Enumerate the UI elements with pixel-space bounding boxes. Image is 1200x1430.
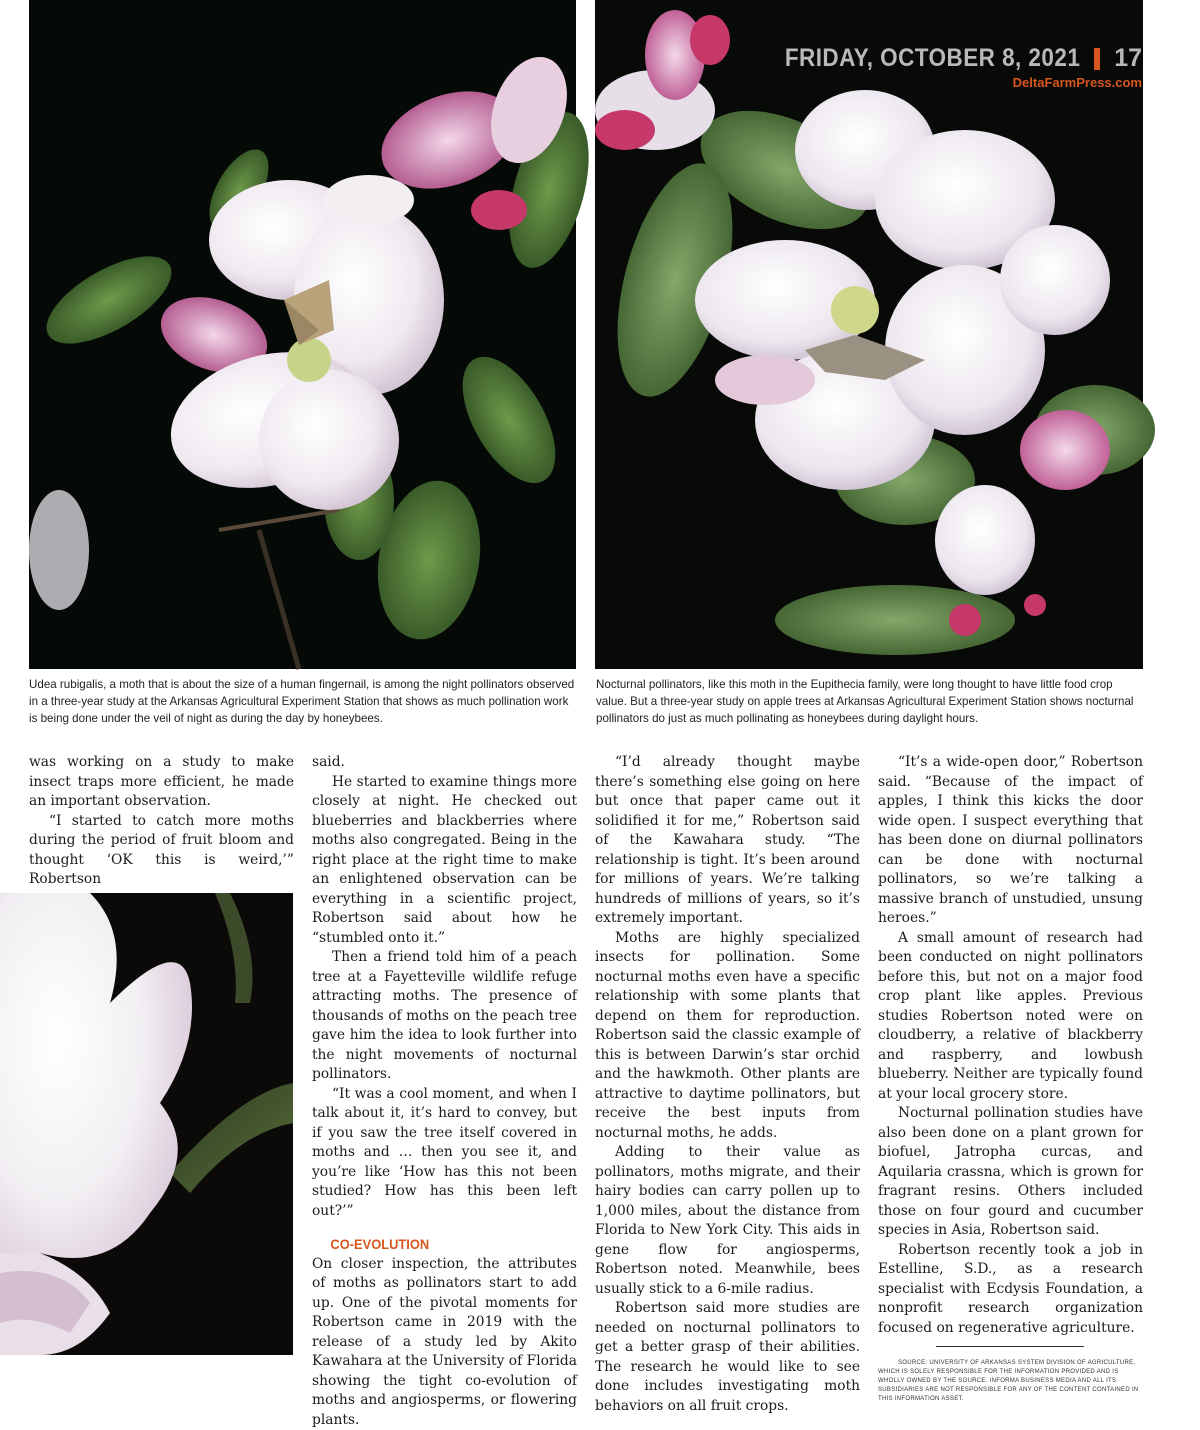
paragraph: Adding to their value as pollinators, moths migrate, and their hairy bodies can carry pollen up to 1,000 miles, about the distance from Florida to New York City. This aids in gene flow for angiosperms, Robertson noted. Meanwhile, bees usually stick to a 6-mile radius. — [595, 1143, 860, 1299]
paragraph: He started to examine things more closely at night. He checked out blueberries and blackberries where moths also congregated. Being in the right place at the right time to make an enlightened observation can be everything in a scientific project, Robertson said about how he “stumbled onto it.” — [312, 773, 577, 949]
paragraph: Robertson said more studies are needed on nocturnal pollinators to get a better grasp of their abilities. The research he would like to see done includes investigating moth behaviors on all fruit crops. — [595, 1299, 860, 1416]
source-divider — [936, 1346, 1084, 1347]
section-subhead: CO-EVOLUTION — [312, 1235, 556, 1255]
photo-moth-on-apple-blossom — [29, 0, 576, 669]
paragraph: Then a friend told him of a peach tree at a Fayetteville wildlife refuge attracting moths. The presence of thousands of moths on the peach tree gave him the idea to look further into the night movements of nocturnal pollinators. — [312, 948, 577, 1085]
paragraph: “I started to catch more moths during the period of fruit bloom and thought ‘OK this is weird,’” Robertson — [29, 812, 294, 890]
photo-caption-right: Nocturnal pollinators, like this moth in the Eupithecia family, were long thought to have little food crop value. But a three-year study on apple trees at Arkansas Agricultural Experiment Station shows nocturnal pollinators do just as much pollinating as honeybees during daylight hours. — [596, 677, 1144, 728]
source-note: SOURCE: UNIVERSITY OF ARKANSAS SYSTEM DIVISION OF AGRICULTURE, WHICH IS SOLELY RESPONSIBLE FOR THE INFORMATION PROVIDED AND IS WHOLLY OWNED BY THE SOURCE. INFORMA BUSINESS MEDIA AND ALL ITS SUBSIDIARIES ARE NOT RESPONSIBLE FOR ANY OF THE CONTENT CONTAINED IN THIS INFORMATION ASSET. — [878, 1359, 1143, 1404]
paragraph: said. — [312, 753, 577, 773]
paragraph: was working on a study to make insect traps more efficient, he made an important observation. — [29, 753, 294, 812]
paragraph: On closer inspection, the attributes of moths as pollinators start to add up. One of the pivotal moments for Robertson came in 2019 with the release of a study led by Akito Kawahara at the University of Florida showing the tight co-evolution of moths and angiosperms, or flowering plants. — [312, 1255, 577, 1430]
site-link[interactable]: DeltaFarmPress.com — [752, 75, 1142, 90]
paragraph: A small amount of research had been conducted on night pollinators before this, but not on a major food crop plant like apples. Previous studies Robertson noted were on cloudberry, a relative of blackberry and raspberry, and lowbush blueberry. Neither are typically found at your local grocery store. — [878, 929, 1143, 1105]
paragraph: Robertson recently took a job in Estelline, S.D., as a research specialist with Ecdysis Foundation, a nonprofit research organization focused on regenerative agriculture. — [878, 1241, 1143, 1339]
issue-date: FRIDAY, OCTOBER 8, 2021 — [785, 44, 1080, 73]
photo-apple-blossom-closeup — [0, 893, 293, 1355]
header-divider — [1094, 48, 1100, 70]
paragraph: “It was a cool moment, and when I talk about it, it’s hard to convey, but if you saw the tree itself covered in moths and … then you see it, and you’re like ‘How has this not been studied? How has this been left out?’” — [312, 1085, 577, 1222]
article-column-3 — [595, 753, 860, 1416]
paragraph: Moths are highly specialized insects for pollination. Some nocturnal moths even have a specific relationship with some plants that depend on them for reproduction. Robertson said the classic example of this is between Darwin’s star orchid and the hawkmoth. Other plants are attractive to daytime pollinators, but receive the best inputs from nocturnal moths, he adds. — [595, 929, 860, 1144]
photo-moth-eupithecia-on-blossoms — [595, 0, 1143, 669]
paragraph: Nocturnal pollination studies have also been done on a plant grown for biofuel, Jatropha curcas, and Aquilaria crassna, which is grown for fragrant resins. Others included those on four gourd and cucumber species in Asia, Robertson said. — [878, 1104, 1143, 1241]
paragraph: “It’s a wide-open door,” Robertson said. “Because of the impact of apples, I think this kicks the door wide open. I suspect everything that has been done on diurnal pollinators can be done with nocturnal pollinators, so we’re talking a massive branch of unstudied, unsung heroes.” — [878, 753, 1143, 929]
article-column-1 — [29, 753, 294, 890]
page-number: 17 — [1114, 44, 1142, 73]
paragraph: “I’d already thought maybe there’s something else going on here but once that paper came out it solidified it for me,” Robertson said of the Kawahara study. “The relationship is tight. It’s been around for millions of years. We’re talking hundreds of millions of years, so it’s extremely important. — [595, 753, 860, 929]
photo-caption-left: Udea rubigalis, a moth that is about the size of a human fingernail, is among the night pollinators observed in a three-year study at the Arkansas Agricultural Experiment Station that shows as much pollination work is being done under the veil of night as during the day by honeybees. — [29, 677, 579, 728]
article-column-4 — [878, 753, 1143, 1404]
article-column-2 — [312, 753, 577, 1430]
page-header — [752, 44, 1142, 90]
